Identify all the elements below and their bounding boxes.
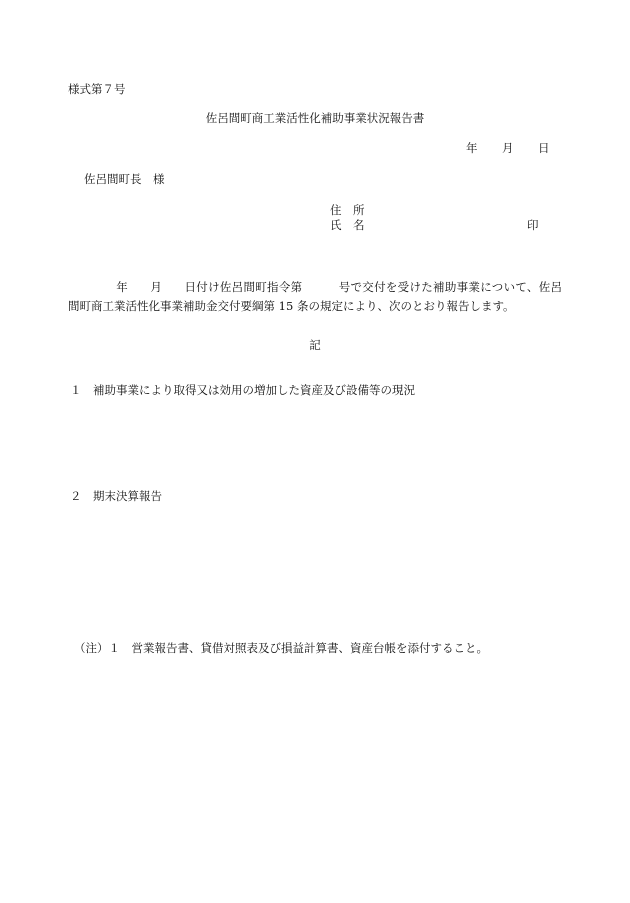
report-item xyxy=(70,491,162,503)
name-label: 氏 名 xyxy=(330,218,365,232)
item-number: ２ xyxy=(70,489,82,503)
date-line xyxy=(466,143,550,155)
addressee: 佐呂間町長 様 xyxy=(84,172,165,186)
date-month-label: 月 xyxy=(502,141,514,155)
date-year-label: 年 xyxy=(466,141,478,155)
item-number: １ xyxy=(70,383,82,397)
date-day-label: 日 xyxy=(538,141,550,155)
item-text: 期末決算報告 xyxy=(93,489,162,503)
document-title: 佐呂間町商工業活性化補助事業状況報告書 xyxy=(205,111,425,125)
body-year-label: 年 xyxy=(116,280,129,294)
attachment-note: （注）１ 営業報告書、貸借対照表及び損益計算書、資産台帳を添付すること。 xyxy=(74,641,488,655)
item-text: 補助事業により取得又は効用の増加した資産及び設備等の現況 xyxy=(93,383,415,397)
body-month-label: 月 xyxy=(150,280,163,294)
report-item xyxy=(70,385,415,397)
report-body-paragraph xyxy=(68,278,562,316)
body-text-2: 号で交付を受けた補助事業について、佐呂間町商工業活性化事業補助金交付要綱第 15 条の規定により、次のとおり報告します。 xyxy=(68,280,563,313)
address-label: 住 所 xyxy=(330,203,365,217)
form-number: 様式第７号 xyxy=(68,82,126,96)
seal-mark: 印 xyxy=(527,218,539,232)
body-text-1: 日付け佐呂間町指令第 xyxy=(184,280,303,294)
ki-heading: 記 xyxy=(309,338,321,352)
